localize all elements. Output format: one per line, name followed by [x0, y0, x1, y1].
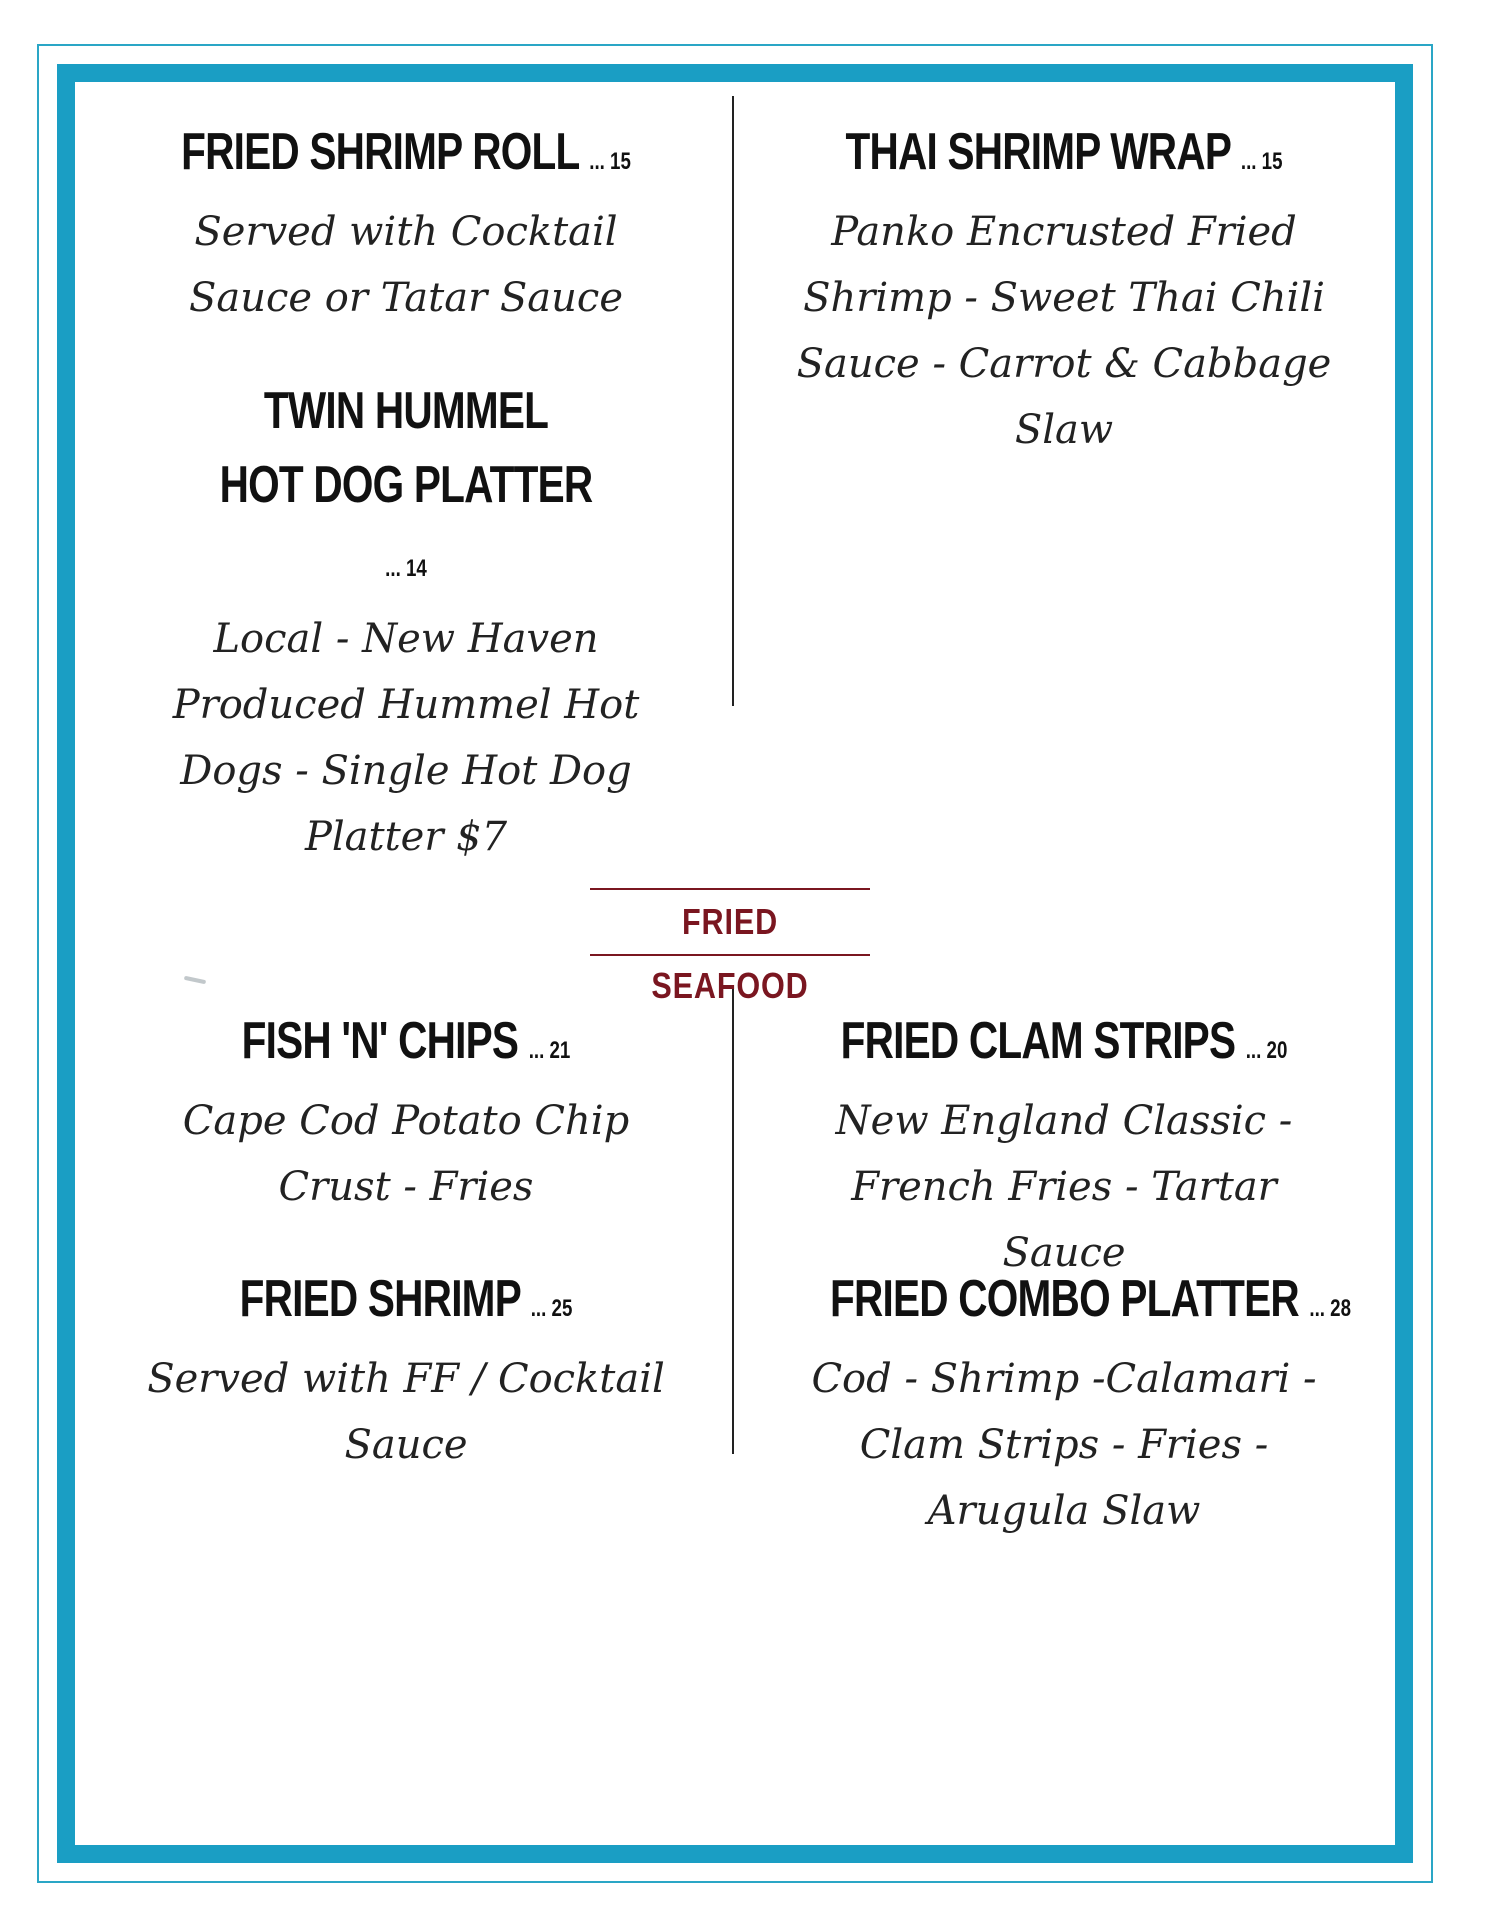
item-description: Cod - Shrimp -Calamari - Clam Strips - Fries - Arugula Slaw — [811, 1356, 1317, 1534]
item-title: THAI SHRIMP WRAP ... 15 — [845, 123, 1283, 181]
item-title: FRIED SHRIMP ROLL ... 15 — [181, 123, 631, 181]
column-divider-bottom — [732, 986, 734, 1454]
menu-item-twin-hummel-hot-dog-platter — [106, 374, 706, 870]
menu-item-fried-combo-platter — [764, 1262, 1364, 1544]
item-description: Panko Encrusted Fried Shrimp - Sweet Thai Chili Sauce - Carrot & Cabbage Slaw — [796, 209, 1332, 453]
menu-item-fried-shrimp — [106, 1262, 706, 1478]
item-title: FRIED SHRIMP ... 25 — [239, 1270, 573, 1328]
item-price: ... 14 — [385, 555, 427, 582]
item-description: Served with Cocktail Sauce or Tatar Sauce — [189, 209, 623, 321]
item-description: New England Classic - French Fries - Tartar Sauce — [835, 1098, 1293, 1276]
item-price: ... 15 — [1240, 148, 1283, 175]
menu-item-fried-shrimp-roll — [106, 115, 706, 331]
item-price: ... 20 — [1245, 1037, 1288, 1064]
item-price: ... 21 — [528, 1037, 571, 1064]
column-divider-top — [732, 96, 734, 706]
item-description: Served with FF / Cocktail Sauce — [147, 1356, 665, 1468]
item-price: ... 25 — [530, 1295, 573, 1322]
section-heading-fried-seafood — [590, 888, 870, 1006]
item-title: FRIED CLAM STRIPS ... 20 — [840, 1012, 1288, 1070]
item-price: ... 15 — [589, 148, 631, 175]
item-title: FISH 'N' CHIPS ... 21 — [241, 1012, 571, 1070]
menu-item-thai-shrimp-wrap — [764, 115, 1364, 463]
menu-item-fried-clam-strips — [764, 1004, 1364, 1286]
section-heading-label: FRIED SEAFOOD — [651, 901, 809, 1006]
item-price: ... 28 — [1309, 1295, 1352, 1322]
item-title: TWIN HUMMEL HOT DOG PLATTER ... 14 — [219, 382, 593, 582]
item-title: FRIED COMBO PLATTER ... 28 — [830, 1270, 1352, 1328]
item-description: Local - New Haven Produced Hummel Hot Dogs - Single Hot Dog Platter $7 — [172, 616, 640, 860]
menu-item-fish-n-chips — [106, 1004, 706, 1220]
item-description: Cape Cod Potato Chip Crust - Fries — [182, 1098, 630, 1210]
